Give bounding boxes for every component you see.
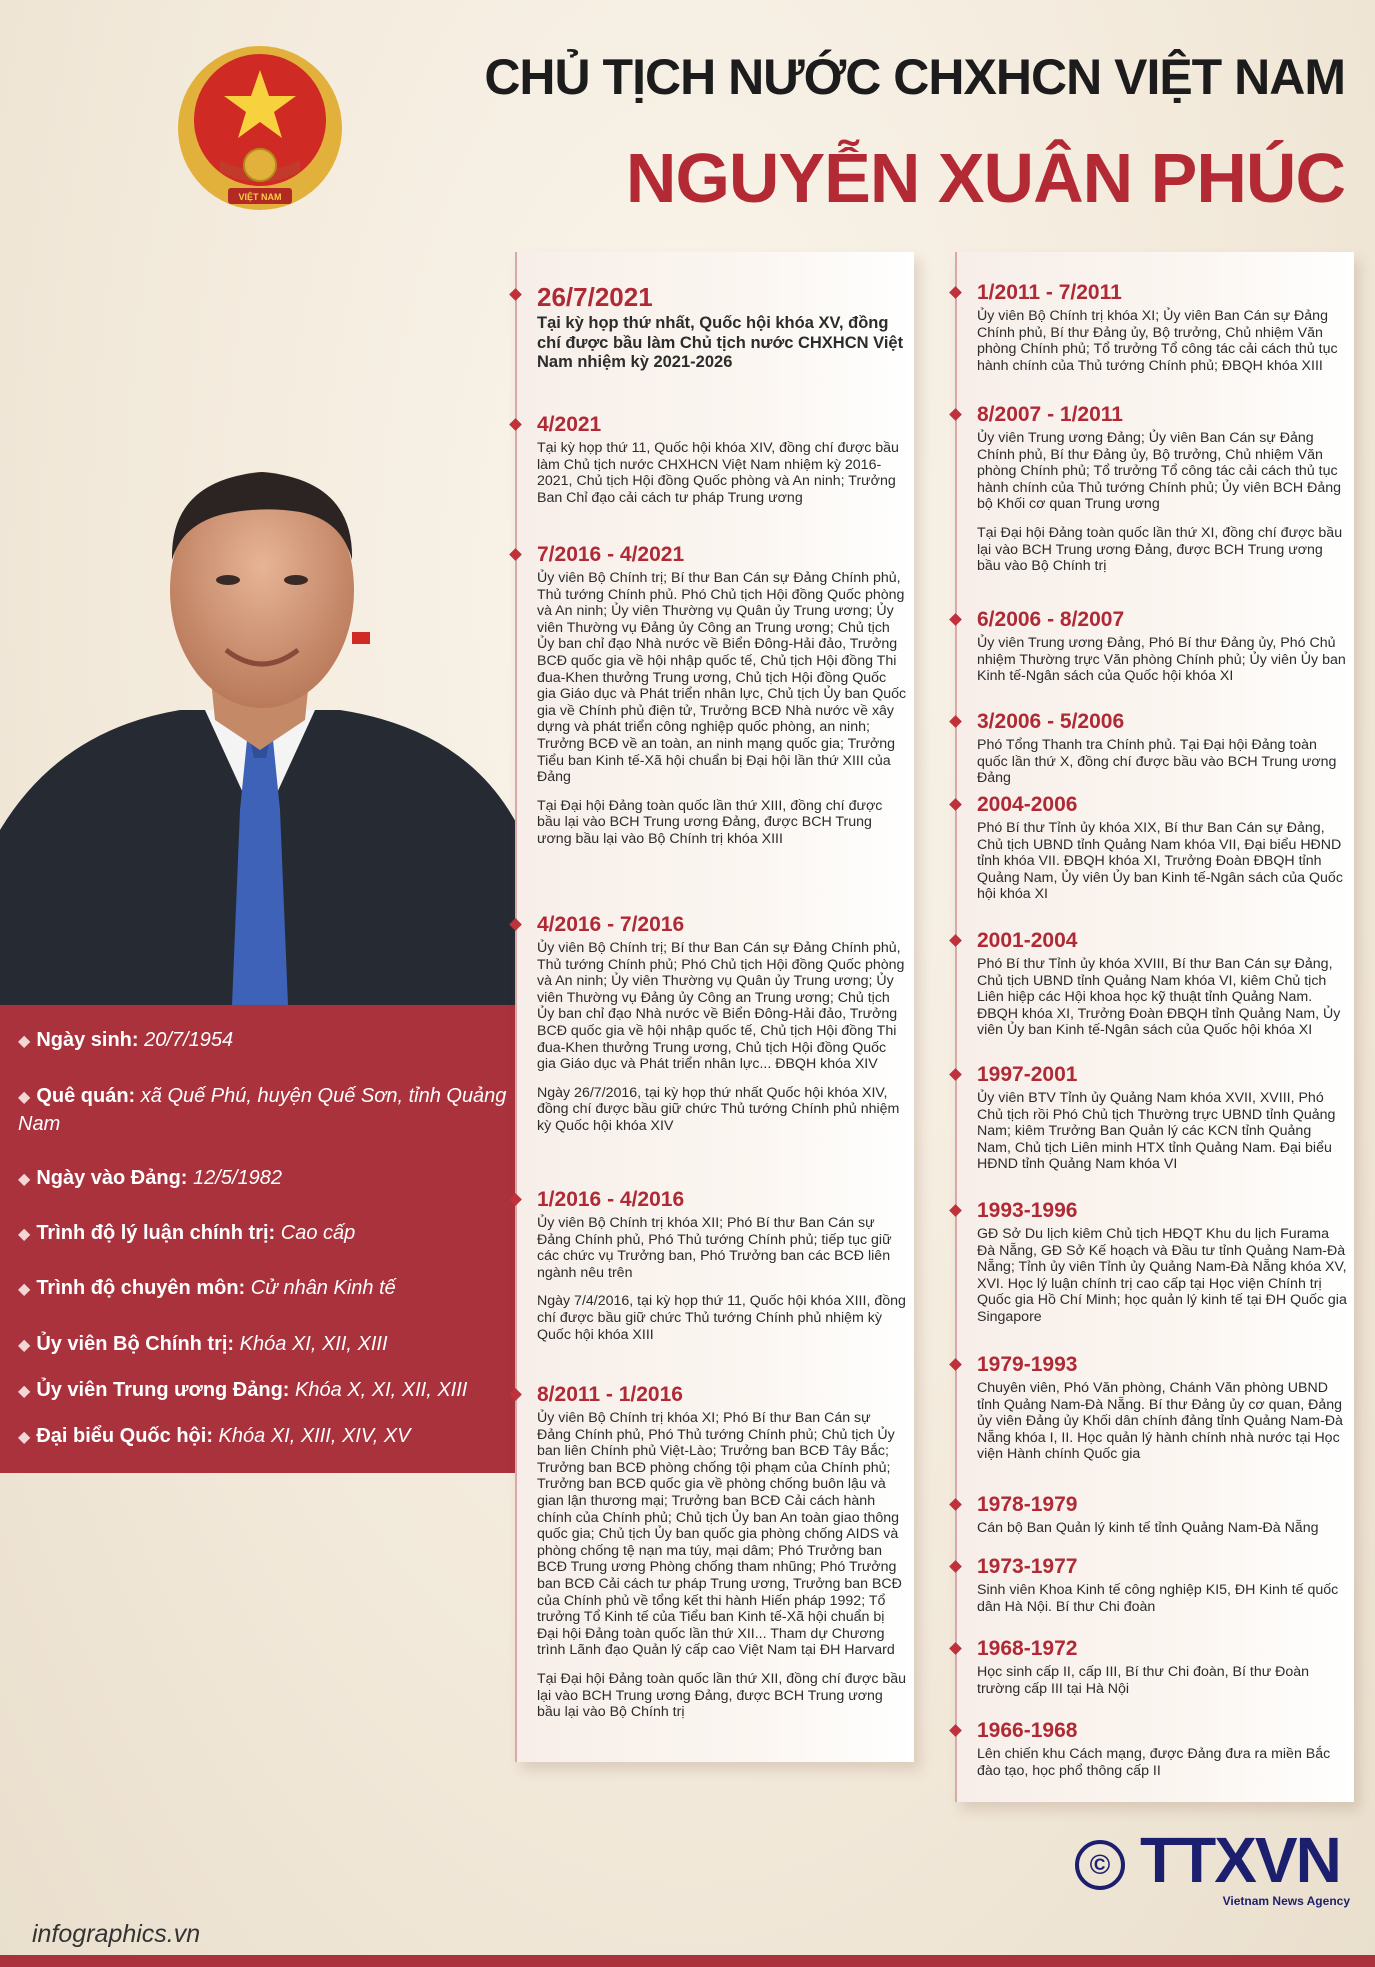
timeline-entry: 1979-1993 Chuyên viên, Phó Văn phòng, Chánh Văn phòng UBND tỉnh Quảng Nam-Đà Nẵng. Bí thư Đảng ủy cơ quan, Đảng ủy viên Đảng ủy Khối dân chính đảng tỉnh Quảng Nam-Đà Nẵng khóa I, II. Học quản lý hành chính nhà nước tại Học viện Hành chính Quốc gia bbox=[977, 1352, 1347, 1463]
timeline-entry: 2004-2006 Phó Bí thư Tỉnh ủy khóa XIX, Bí thư Ban Cán sự Đảng, Chủ tịch UBND tỉnh Quảng Nam khóa VII, Đại biểu HĐND tỉnh khóa VII. ĐBQH khóa XI, Trưởng Đoàn ĐBQH tỉnh Quảng Nam, Ủy viên Ủy ban Kinh tế-Ngân sách của Quốc hội khóa XI bbox=[977, 792, 1347, 903]
timeline-entry: 1/2011 - 7/2011 Ủy viên Bộ Chính trị khóa XI; Ủy viên Ban Cán sự Đảng Chính phủ, Bí thư Đảng ủy, Bộ trưởng, Chủ nhiệm Văn phòng Chính phủ; Tổ trưởng Tổ công tác cải cách thủ tục hành chính của Thủ tướng Chính phủ; ĐBQH khóa XIII bbox=[977, 280, 1347, 374]
page-title-line1: CHỦ TỊCH NƯỚC CHXHCN VIỆT NAM bbox=[484, 49, 1345, 105]
timeline-entry: 1966-1968 Lên chiến khu Cách mạng, được Đảng đưa ra miền Bắc đào tạo, học phổ thông cấp II bbox=[977, 1718, 1347, 1779]
info-politics: ◆ Trình độ lý luận chính trị: Cao cấp bbox=[18, 1222, 356, 1244]
info-expertise: ◆ Trình độ chuyên môn: Cử nhân Kinh tế bbox=[18, 1277, 396, 1299]
national-emblem-icon bbox=[170, 40, 350, 215]
source-url[interactable]: infographics.vn bbox=[32, 1920, 201, 1948]
timeline-entry: 7/2016 - 4/2021 Ủy viên Bộ Chính trị; Bí thư Ban Cán sự Đảng Chính phủ, Thủ tướng Chính phủ. Phó Chủ tịch Hội đồng Quốc phòng và An ninh; Ủy viên Thường vụ Quân ủy Trung ương; Ủy viên Thường vụ Đảng ủy Công an Trung ương; Chủ tịch Ủy ban chỉ đạo Nhà nước về Biển Đông-Hải đảo, Trưởng BCĐ quốc gia về hội nhập quốc tế, Chủ tịch Hội đồng Thi đua-Khen thưởng Trung ương, Chủ tịch Hội đồng Quốc gia Giáo dục và Phát triển nhân lực, Chủ tịch Ủy ban Quốc gia về Chính phủ điện tử, Trưởng BCĐ Nhà nước về xây dựng và phát triển công nghiệp quốc phòng, an ninh; Trưởng BCĐ về an toàn, an ninh mạng quốc gia; Trưởng Tiểu ban Kinh tế-Xã hội chuẩn bị Đại hội lần thứ XIII của Đảng Tại Đại hội Đảng toàn quốc lần thứ XIII, đồng chí được bầu lại vào BCH Trung ương Đảng, được BCH Trung ương bầu lại vào Bộ Chính trị khóa XIII bbox=[537, 542, 907, 848]
timeline-entry: 1/2016 - 4/2016 Ủy viên Bộ Chính trị khóa XII; Phó Bí thư Ban Cán sự Đảng Chính phủ, Phó Thủ tướng Chính phủ; tiếp tục giữ các chức vụ Trưởng ban, Phó Trưởng ban các BCĐ liên ngành nêu trên Ngày 7/4/2016, tại kỳ họp thứ 11, Quốc hội khóa XIII, đồng chí được bầu giữ chức Thủ tướng Chính phủ nhiệm kỳ Quốc hội khóa XIII bbox=[537, 1187, 907, 1343]
info-party: ◆ Ngày vào Đảng: 12/5/1982 bbox=[18, 1167, 283, 1189]
copyright-icon: © bbox=[1075, 1840, 1125, 1890]
info-hometown: ◆ Quê quán: xã Quế Phú, huyện Quế Sơn, tỉnh Quảng Nam bbox=[18, 1085, 507, 1135]
timeline-column-right bbox=[955, 252, 1354, 1802]
footer-bar bbox=[0, 1955, 1375, 1967]
timeline-entry: 1968-1972 Học sinh cấp II, cấp III, Bí thư Chi đoàn, Bí thư Đoàn trường cấp III tại Hà Nội bbox=[977, 1636, 1347, 1697]
timeline-entry: 8/2011 - 1/2016 Ủy viên Bộ Chính trị khóa XI; Phó Bí thư Ban Cán sự Đảng Chính phủ, Phó Thủ tướng Chính phủ; Chủ tịch Ủy ban liên Chính phủ Việt-Lào; Trưởng ban BCĐ Tây Bắc; Trưởng ban BCĐ phòng chống tội phạm của Chính phủ; Trưởng ban BCĐ quốc gia về phòng chống buôn lậu và gian lận thương mại; Trưởng ban BCĐ Cải cách hành chính của Chính phủ; Chủ tịch Ủy ban An toàn giao thông quốc gia; Chủ tịch Ủy ban quốc gia phòng chống AIDS và phòng chống tệ nạn ma túy, mại dâm; Phó Trưởng ban BCĐ Trung ương Phòng chống tham nhũng; Phó Trưởng ban BCĐ Cải cách tư pháp Trung ương, Trưởng ban BCĐ của Chính phủ về tổng kết thi hành Hiến pháp 1992; Tổ trưởng Tổ Kinh tế của Tiểu ban Kinh tế-Xã hội chuẩn bị Đại hội Đảng toàn quốc lần thứ XII... Tham dự Chương trình Lãnh đạo Quản lý cấp cao Việt Nam tại ĐH Harvard Tại Đại hội Đảng toàn quốc lần thứ XII, đồng chí được bầu lại vào BCH Trung ương Đảng, được BCH Trung ương bầu lại vào Bộ Chính trị bbox=[537, 1382, 907, 1721]
timeline-entry: 3/2006 - 5/2006 Phó Tổng Thanh tra Chính phủ. Tại Đại hội Đảng toàn quốc lần thứ X, đồng chí được bầu vào BCH Trung ương Đảng bbox=[977, 709, 1347, 787]
timeline-entry: 1973-1977 Sinh viên Khoa Kinh tế công nghiệp KI5, ĐH Kinh tế quốc dân Hà Nội. Bí thư Chi đoàn bbox=[977, 1554, 1347, 1615]
agency-name: TTXVN bbox=[1140, 1824, 1340, 1896]
timeline-entry: 2001-2004 Phó Bí thư Tỉnh ủy khóa XVIII, Bí thư Ban Cán sự Đảng, Chủ tịch UBND tỉnh Quảng Nam khóa VI, kiêm Chủ tịch Liên hiệp các Hội khoa học kỹ thuật tỉnh Quảng Nam. ĐBQH khóa XI, Trưởng Đoàn ĐBQH tỉnh Quảng Nam, Ủy viên Ủy ban Kinh tế-Ngân sách của Quốc hội khóa XI bbox=[977, 928, 1347, 1039]
timeline-entry: 6/2006 - 8/2007 Ủy viên Trung ương Đảng, Phó Bí thư Đảng ủy, Phó Chủ nhiệm Thường trực Văn phòng Chính phủ; Ủy viên Ủy ban Kinh tế-Ngân sách của Quốc hội khóa XI bbox=[977, 607, 1347, 685]
ttxvn-logo bbox=[1140, 1824, 1350, 1908]
timeline-column-left bbox=[515, 252, 914, 1762]
info-birth: ◆ Ngày sinh: 20/7/1954 bbox=[18, 1029, 234, 1051]
timeline-entry: 1997-2001 Ủy viên BTV Tỉnh ủy Quảng Nam khóa XVII, XVIII, Phó Chủ tịch rồi Phó Chủ tịch Thường trực UBND tỉnh Quảng Nam; kiêm Trưởng Ban Quản lý các KCN tỉnh Quảng Nam, Chủ tịch Liên minh HTX tỉnh Quảng Nam. Đại biểu HĐND tỉnh Quảng Nam khóa VI bbox=[977, 1062, 1347, 1173]
portrait-photo bbox=[0, 410, 520, 1005]
info-central: ◆ Ủy viên Trung ương Đảng: Khóa X, XI, XII, XIII bbox=[18, 1379, 468, 1401]
timeline-entry: 4/2021 Tại kỳ họp thứ 11, Quốc hội khóa XIV, đồng chí được bầu làm Chủ tịch nước CHXHCN Việt Nam nhiệm kỳ 2016-2021, Chủ tịch Hội đồng Quốc phòng và An ninh; Trưởng Ban Chỉ đạo cải cách tư pháp Trung ương bbox=[537, 412, 907, 506]
info-deputy: ◆ Đại biểu Quốc hội: Khóa XI, XIII, XIV, XV bbox=[18, 1425, 411, 1447]
agency-name-en: Vietnam News Agency bbox=[1222, 1894, 1350, 1908]
personal-info-panel bbox=[0, 1005, 520, 1473]
timeline-entry: 26/7/2021 Tại kỳ họp thứ nhất, Quốc hội khóa XV, đồng chí được bầu làm Chủ tịch nước CHXHCN Việt Nam nhiệm kỳ 2021-2026 bbox=[537, 282, 907, 373]
timeline-entry: 1978-1979 Cán bộ Ban Quản lý kinh tế tỉnh Quảng Nam-Đà Nẵng bbox=[977, 1492, 1347, 1537]
emblem-label: VIỆT NAM bbox=[238, 192, 282, 202]
timeline-entry: 4/2016 - 7/2016 Ủy viên Bộ Chính trị; Bí thư Ban Cán sự Đảng Chính phủ, Thủ tướng Chính phủ; Phó Chủ tịch Hội đồng Quốc phòng và An ninh; Ủy viên Thường vụ Quân ủy Trung ương; Ủy viên Thường vụ Đảng ủy Công an Trung ương; Chủ tịch Ủy ban chỉ đạo Nhà nước về Biển Đông-Hải đảo, Trưởng BCĐ quốc gia về hội nhập quốc tế, Chủ tịch Hội đồng Thi đua-Khen thưởng Trung ương, Chủ tịch Hội đồng Quốc gia Giáo dục và Phát triển nhân lực... ĐBQH khóa XIV Ngày 26/7/2016, tại kỳ họp thứ nhất Quốc hội khóa XIV, đồng chí được bầu giữ chức Thủ tướng Chính phủ nhiệm kỳ Quốc hội khóa XIV bbox=[537, 912, 907, 1135]
info-politburo: ◆ Ủy viên Bộ Chính trị: Khóa XI, XII, XIII bbox=[18, 1333, 388, 1355]
page-title-line2: NGUYỄN XUÂN PHÚC bbox=[625, 139, 1345, 217]
timeline-entry: 1993-1996 GĐ Sở Du lịch kiêm Chủ tịch HĐQT Khu du lịch Furama Đà Nẵng, GĐ Sở Kế hoạch và Đầu tư tỉnh Quảng Nam-Đà Nẵng; Tỉnh ủy viên Tỉnh ủy Quảng Nam-Đà Nẵng khóa XV, XVI. Học lý luận chính trị cao cấp tại Học viện Chính trị Quốc gia Hồ Chí Minh; học quản lý kinh tế tại ĐH Quốc gia Singapore bbox=[977, 1198, 1347, 1326]
timeline-entry: 8/2007 - 1/2011 Ủy viên Trung ương Đảng; Ủy viên Ban Cán sự Đảng Chính phủ, Bí thư Đảng ủy, Bộ trưởng, Chủ nhiệm Văn phòng Chính phủ; Tổ trưởng Tổ công tác cải cách thủ tục hành chính của Thủ tướng Chính phủ; Ủy viên BCH Đảng bộ Khối cơ quan Trung ương Tại Đại hội Đảng toàn quốc lần thứ XI, đồng chí được bầu lại vào BCH Trung ương Đảng, được BCH Trung ương bầu vào Bộ Chính trị bbox=[977, 402, 1347, 575]
